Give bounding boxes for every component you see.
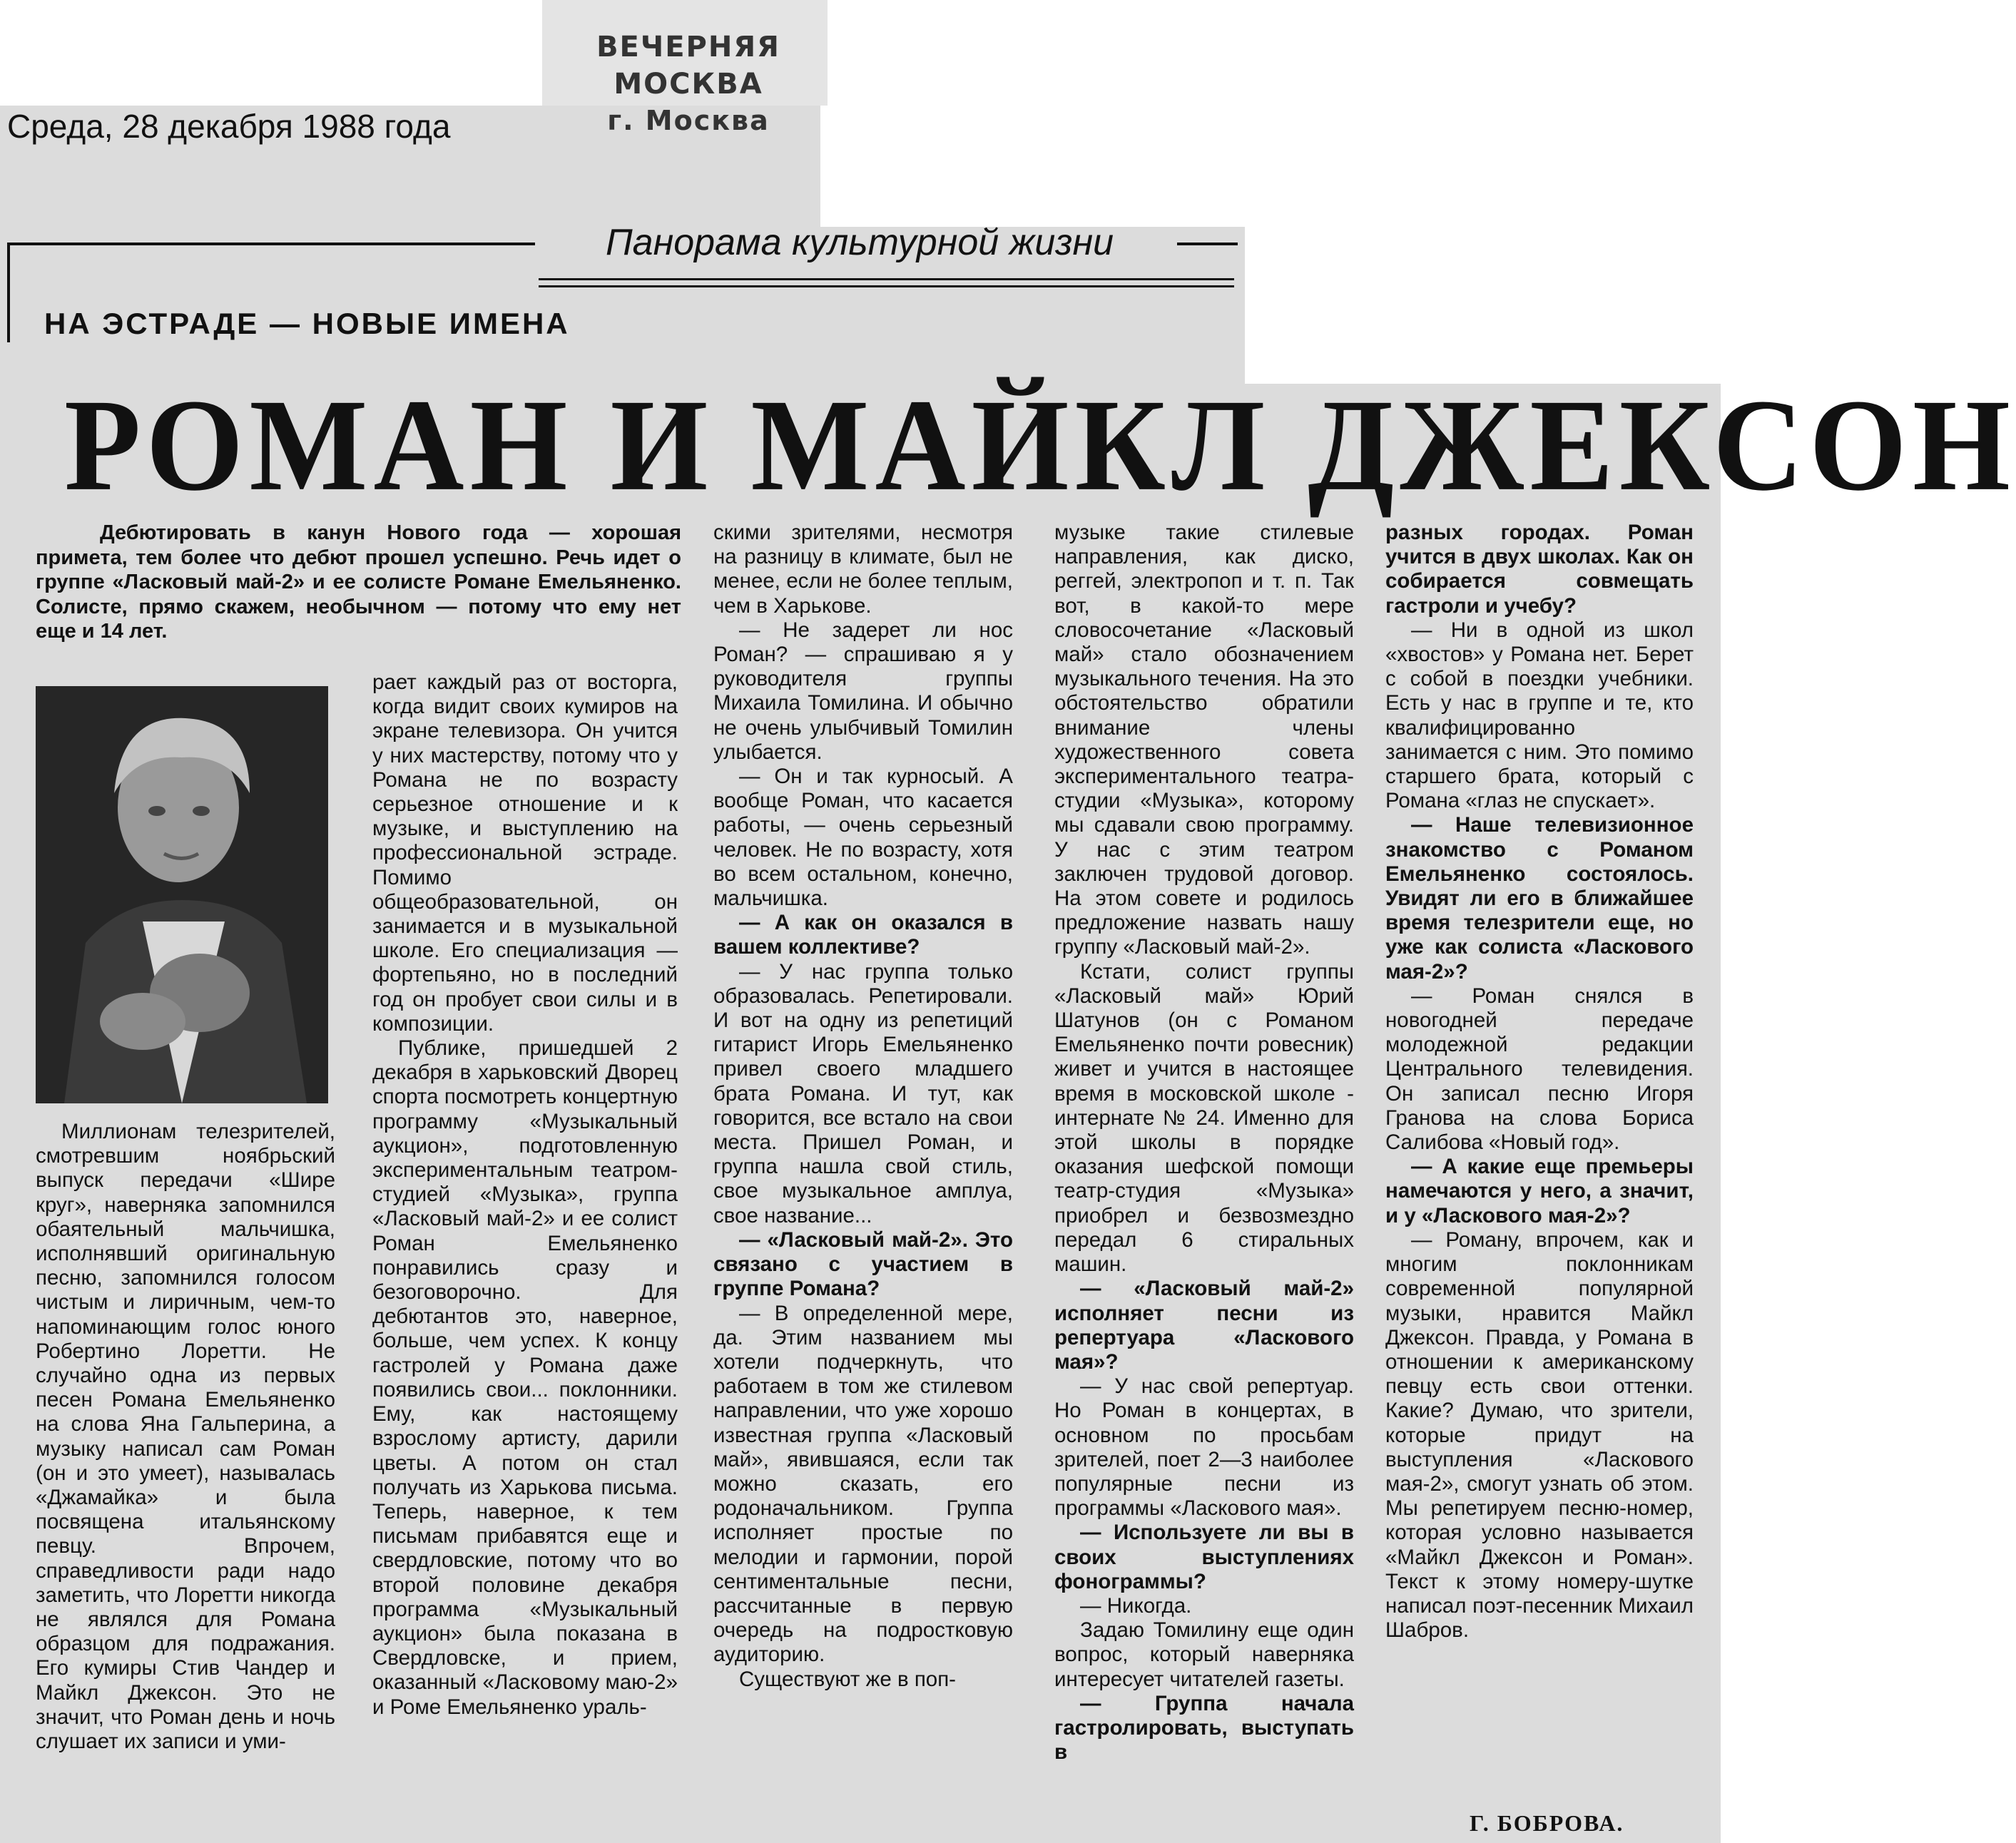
paragraph: Миллионам телезрителей, смотревшим ноябрьский выпуск передачи «Шире круг», наверняка запомнился обаятельный мальчишка, исполнявший оригинальную песню, запомнился голосом чистым и лиричным, чем-то напоминающим голос юного Робертино Лоретти. Не случайно одна из первых песен Романа Емельяненко на слова Яна Гальперина, а музыку написал сам Роман (он и это умеет), называлась «Джамайка» и была посвящена итальянскому певцу. Впрочем, справедливости ради надо заметить, что Лоретти никогда не являлся для Романа образцом для подражания. Его кумиры Стив Чандер и Майкл Джексон. Это не значит, что Роман день и ночь слушает их записи и уми-	[36, 1120, 335, 1754]
paragraph: рает каждый раз от восторга, когда видит своих кумиров на экране телевизора. Он учится у них мастерству, потому что у Романа не по возрасту серьезное отношение и к музыке, и выступлению на профессиональной эстраде. Помимо общеобразовательной, он занимается и в музыкальной школе. Его специализация — фортепьяно, но в последний год он пробует свои силы и в композиции.	[372, 670, 678, 1036]
column-4	[1385, 521, 1694, 1643]
paragraph: Публике, пришедшей 2 декабря в харьковский Дворец спорта посмотреть концертную программу «Музыкальный аукцион», подготовленную экспериментальным театром-студией «Музыка», группа «Ласковый май-2» и ее солист Роман Емельяненко понравились сразу и безоговорочно. Для дебютантов это, наверное, больше, чем успех. К концу гастролей у Романа даже появились свои... поклонники. Ему, как настоящему взрослому артисту, дарили цветы. А потом он стал получать из Харькова письма. Теперь, наверное, к тем письмам прибавятся еще и свердловские, потому что во второй половине декабря программа «Музыкальный аукцион» была показана в Свердловске, и прием, оказанный «Ласковому маю-2» и Роме Емельяненко ураль-	[372, 1036, 678, 1719]
kicker: НА ЭСТРАДЕ — НОВЫЕ ИМЕНА	[44, 307, 570, 340]
interview-question: — Наше телевизионное знакомство с Романом Емельяненко состоялось. Увидят ли его в ближайшее время телезрители еще, но уже как солиста «Ласкового мая-2»?	[1385, 813, 1694, 984]
interview-question: — «Ласковый май-2» исполняет песни из репертуара «Ласкового мая»?	[1054, 1277, 1354, 1374]
author-signature: Г. БОБРОВА.	[1470, 1810, 1624, 1836]
interview-question: — «Ласковый май-2». Это связано с участием в группе Романа?	[713, 1227, 1013, 1301]
paragraph: — Никогда.	[1080, 1593, 1192, 1618]
rubric-underline	[539, 278, 1234, 280]
paragraph: — В определенной мере, да. Этим названием мы хотели подчеркнуть, что работаем в том же стилевом направлении, что уже хорошо известная группа «Ласковый май», явившаяся, если так можно сказать, его родоначальником. Группа исполняет простые по мелодии и гармонии, порой сентиментальные песни, рассчитанные в первую очередь на подростковую аудиторию.	[713, 1301, 1013, 1667]
column-2	[713, 521, 1013, 1692]
rubric-rule-left	[7, 242, 535, 245]
paragraph: Задаю Томилину еще один вопрос, который наверняка интересует читателей газеты.	[1054, 1618, 1354, 1691]
newspaper-stamp	[571, 29, 806, 138]
interview-question: разных городах. Роман учится в двух школах. Как он собирается совмещать гастроли и учебу?	[1385, 521, 1694, 618]
paragraph: — Роману, впрочем, как и многим поклонникам современной популярной музыки, нравится Майкл Джексон. Правда, у Романа в отношении к американскому певцу есть свои оттенки. Какие? Думаю, что зрители, которые придут на выступления «Ласкового мая-2», смогут узнать об этом. Мы репетируем песню-номер, которая условно называется «Майкл Джексон и Роман». Текст к этому номеру-шутке написал поэт-песенник Михаил Шабров.	[1385, 1227, 1694, 1643]
interview-question: — Группа начала гастролировать, выступать в	[1054, 1691, 1354, 1765]
paragraph: — Роман снялся в новогодней передаче молодежной редакции Центрального телевидения. Он записал песню Игоря Гранова на слова Бориса Салибова «Новый год».	[1385, 984, 1694, 1155]
portrait-illustration	[36, 686, 328, 1103]
headline: РОМАН И МАЙКЛ ДЖЕКСОН	[64, 372, 2016, 519]
paragraph: музыке такие стилевые направления, как диско, реггей, электропоп и т. п. Так вот, в какой-то мере словосочетание «Ласковый май» стало обозначением музыкального течения. На это обстоятельство обратили внимание члены художественного совета экспериментального театра-студии «Музыка», которому мы сдавали свою программу. У нас с этим театром заключен трудовой договор. На этом совете и родилось предложение назвать нашу группу «Ласковый май-2».	[1054, 521, 1354, 959]
stamp-title: ВЕЧЕРНЯЯ МОСКВА	[596, 31, 780, 101]
paragraph: Кстати, солист группы «Ласковый май» Юрий Шатунов (он с Романом Емельяненко почти ровесник) живет и учится в настоящее время в московской школе - интернате № 24. Именно для этой школы в порядке оказания шефской помощи театр-студия «Музыка» приобрел и безвозмездно передал 6 стиральных машин.	[1054, 959, 1354, 1277]
interview-question: — Используете ли вы в своих выступлениях фонограммы?	[1054, 1521, 1354, 1593]
rubric-rule-vertical	[7, 242, 10, 342]
paragraph: — У нас группа только образовалась. Репетировали. И вот на одну из репетиций гитарист Игорь Емельяненко привел своего младшего брата Романа. И тут, как говорится, все встало на свои места. Пришел Роман, и группа нашла свой стиль, свое музыкальное амплуа, свое название...	[713, 959, 1013, 1227]
stamp-city: г. Москва	[607, 105, 770, 136]
column-3	[1054, 521, 1354, 1765]
rubric-underline-2	[539, 285, 1234, 287]
portrait-photo	[36, 686, 328, 1103]
paragraph: — Не задерет ли нос Роман? — спрашиваю я у руководителя группы Михаила Томилина. И обычно не очень улыбчивый Томилин улыбается.	[713, 618, 1013, 764]
column-1-below-photo	[36, 1120, 335, 1754]
section-rubric: Панорама культурной жизни	[605, 222, 1114, 263]
paragraph: — Он и так курносый. А вообще Роман, что касается работы, — очень серьезный человек. Не по возрасту, хотя во всем остальном, конечно, мальчишка.	[713, 765, 1013, 911]
rubric-rule-right	[1177, 242, 1238, 245]
interview-question: — А как он оказался в вашем коллективе?	[713, 911, 1013, 959]
lead-paragraph: Дебютировать в канун Нового года — хорошая примета, тем более что дебют прошел успешно. Речь идет о группе «Ласковый май-2» и ее солисте Романе Емельяненко. Солисте, прямо скажем, необычном — потому что ему нет еще и 14 лет.	[36, 521, 681, 643]
interview-question: — А какие еще премьеры намечаются у него, а значит, и у «Ласкового мая-2»?	[1385, 1155, 1694, 1227]
date-line: Среда, 28 декабря 1988 года	[7, 108, 451, 145]
column-1-right	[372, 670, 678, 1720]
paragraph: скими зрителями, несмотря на разницу в климате, был не менее, если не более теплым, чем в Харькове.	[713, 521, 1013, 618]
paragraph: — Ни в одной из школ «хвостов» у Романа нет. Берет с собой в поездки учебники. Есть у нас в группе и те, кто квалифицированно занимается с ним. Это помимо старшего брата, который с Романа «глаз не спускает».	[1385, 618, 1694, 813]
paragraph: Существуют же в поп-	[739, 1667, 957, 1691]
paragraph: — У нас свой репертуар. Но Роман в концертах, в основном по просьбам зрителей, поет 2—3 наиболее популярные песни из программы «Ласкового мая».	[1054, 1374, 1354, 1521]
